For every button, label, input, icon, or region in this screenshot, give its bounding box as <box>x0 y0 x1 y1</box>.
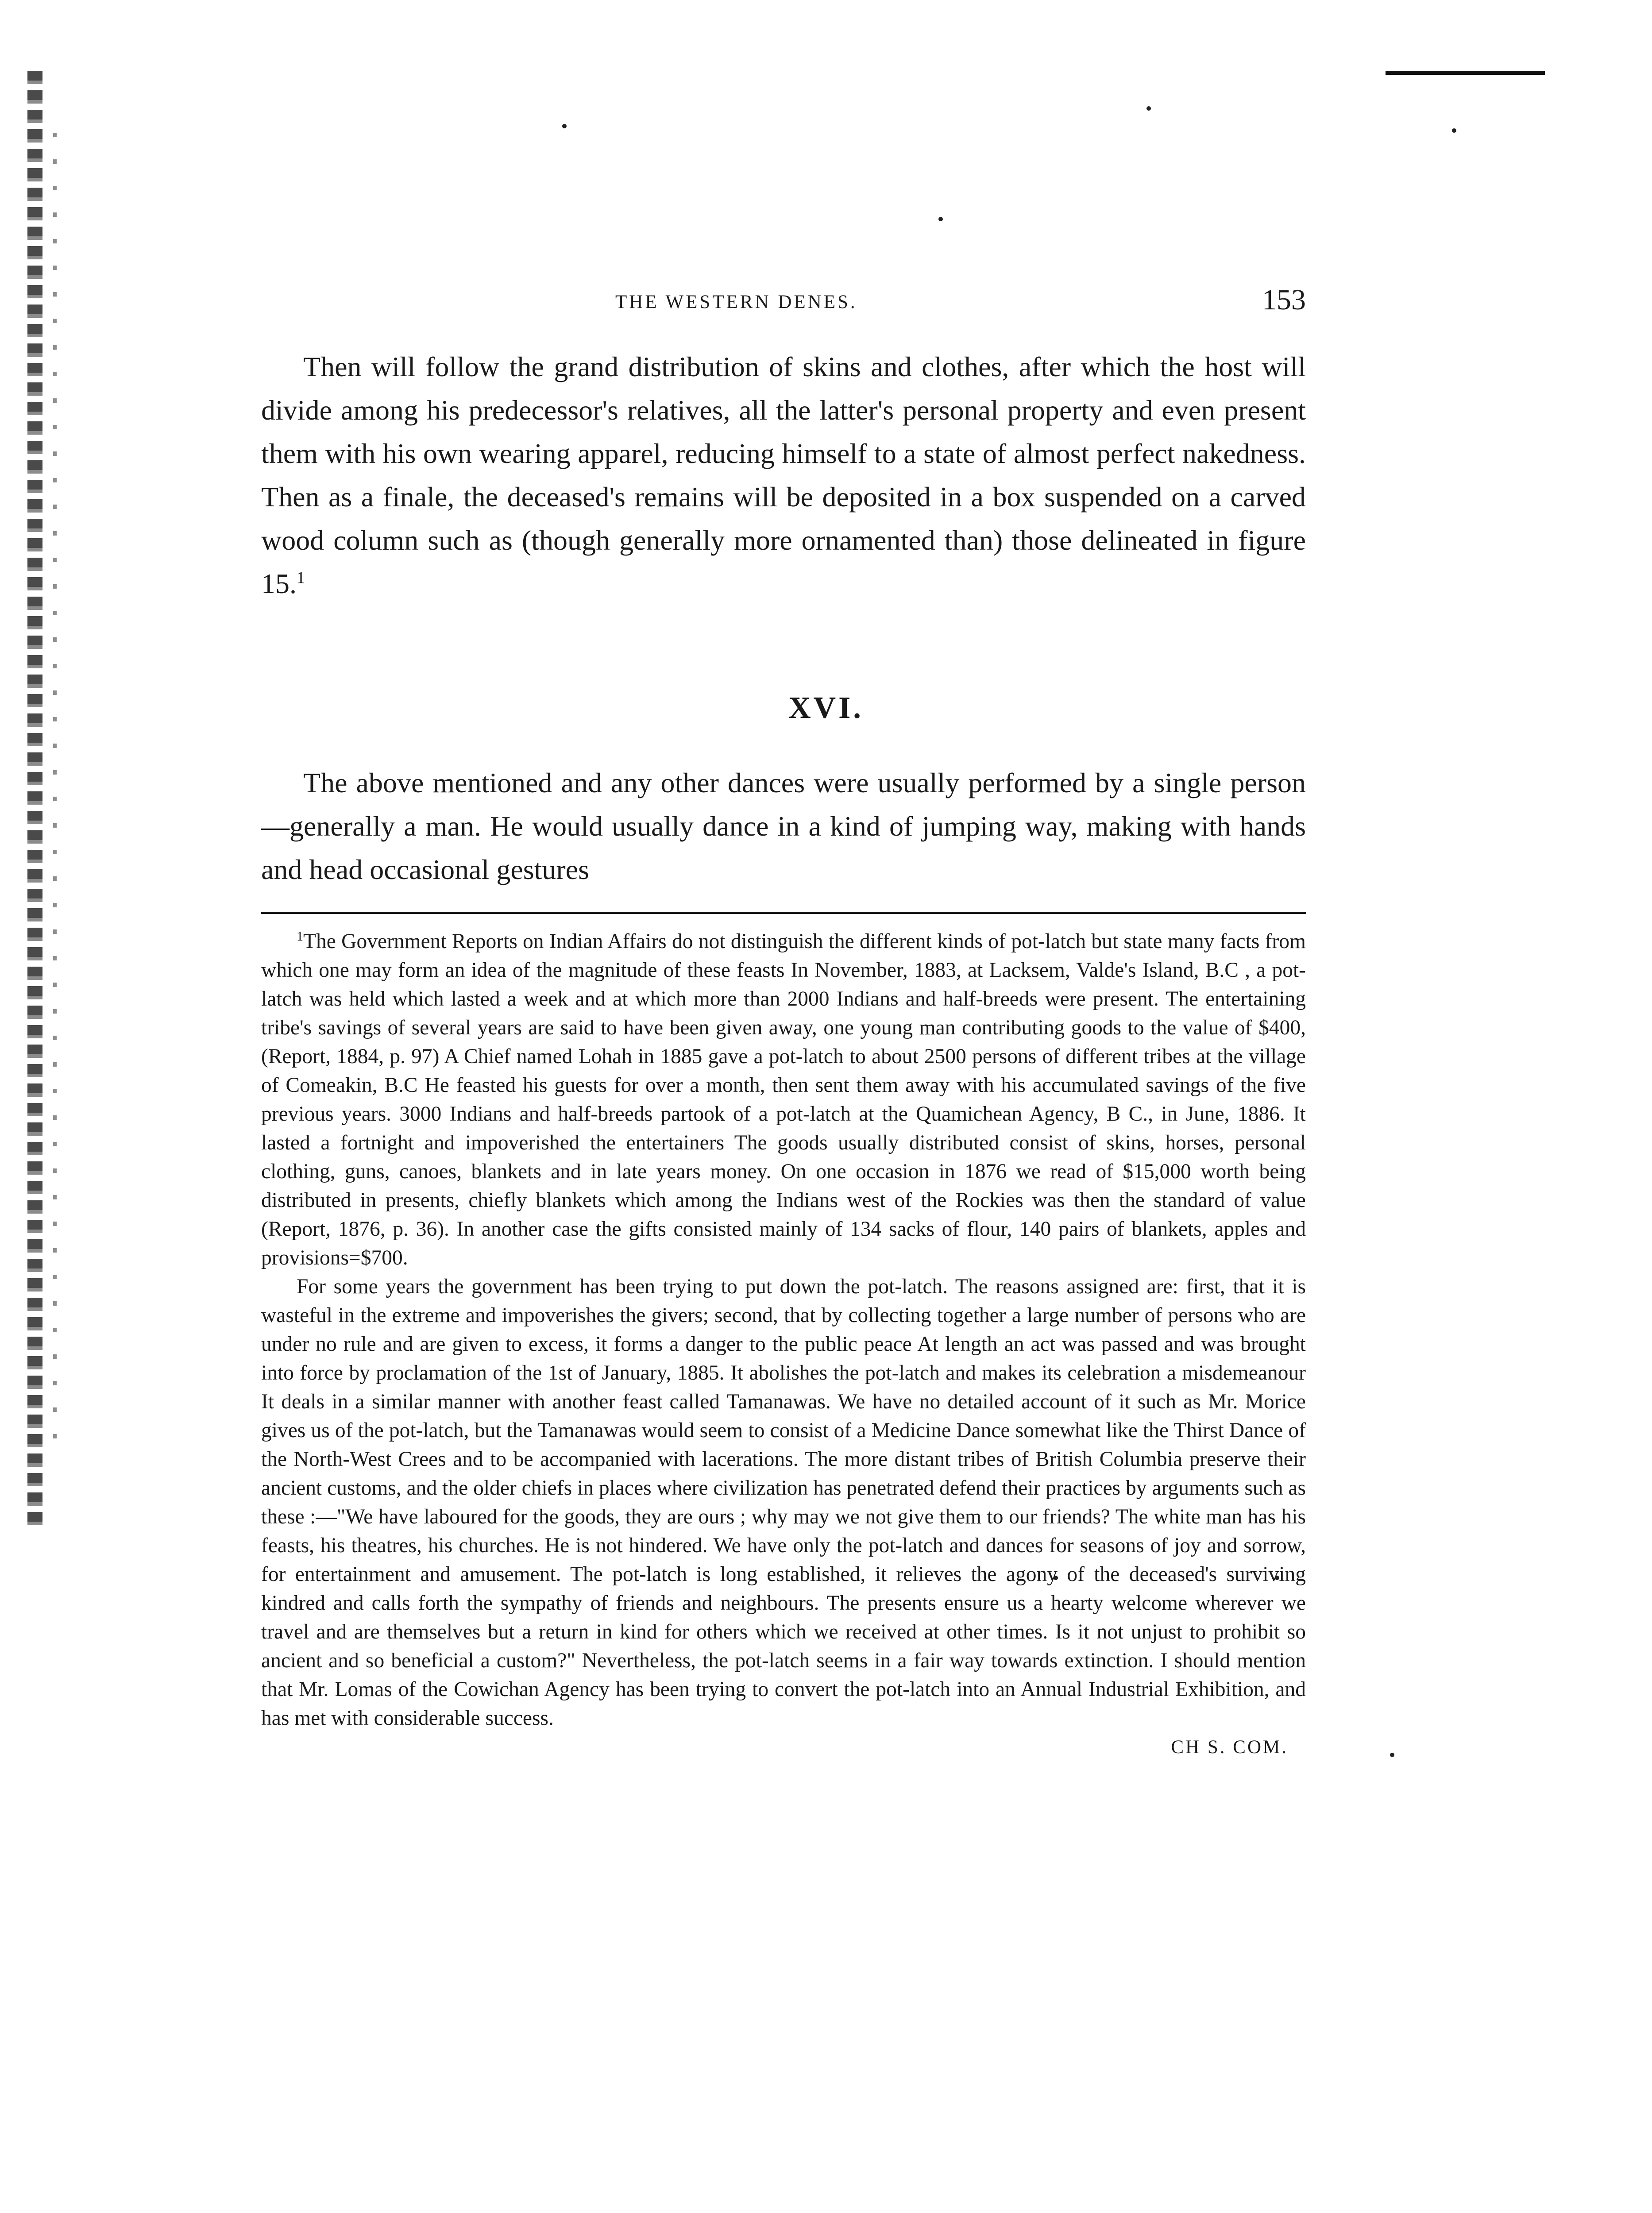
running-head: THE WESTERN DENES. <box>615 292 857 312</box>
scan-speck <box>1452 128 1456 133</box>
scan-speck <box>1390 1753 1394 1757</box>
scan-binding-edge <box>27 71 42 1531</box>
body-paragraph <box>261 345 1306 605</box>
body-paragraph-text: Then will follow the grand distribution of skins and clothes, after which the host will divide among his predecessor's relatives, all the latter's personal property and even present them with his own wearing apparel, reducing himself to a state of almost perfect nakedness. Then as a finale, the deceased's remains will be deposited in a box suspended on a carved wood column such as (though generally more ornamented than) those delineated in figure 15. <box>261 351 1306 599</box>
footnote-paragraph: For some years the government has been trying to put down the pot-latch. The reasons assigned are: first, that it is wasteful in the extreme and impoverishes the givers; second, that by collecting together a large number of persons who are under no rule and are given to excess, it forms a danger to the public peace At length an act was passed and was brought into force by proclamation of the 1st of January, 1885. It abolishes the pot-latch and makes its celebration a misdemeanour It deals in a similar manner with another feast called Tamanawas. We have no detailed account of it such as Mr. Morice gives us of the pot-latch, but the Tamanawas would seem to consist of a Medicine Dance somewhat like the Thirst Dance of the North-West Crees and to be accompanied with lacerations. The more distant tribes of British Columbia preserve their ancient customs, and the older chiefs in places where civilization has penetrated defend their practices by arguments such as these :—"We have laboured for the goods, they are ours ; why may we not give them to our friends? The white man has his feasts, his theatres, his churches. He is not hindered. We have only the pot-latch and dances for seasons of joy and sorrow, for entertainment and amusement. The pot-latch is long established, it relieves the agony of the deceased's surviving kindred and calls forth the sympathy of friends and neighbours. The presents ensure us a hearty welcome wherever we travel and are themselves but a return in kind for others which we received at other times. Is it not unjust to prohibit so ancient and so beneficial a custom?" Nevertheless, the pot-latch seems in a fair way towards extinction. I should mention that Mr. Lomas of the Cowichan Agency has been trying to convert the pot-latch into an Annual Industrial Exhibition, and has met with considerable success. <box>261 1275 1306 1730</box>
footnote-signature: CH S. COM. <box>1171 1737 1288 1758</box>
page-header <box>261 283 1306 323</box>
footnote-divider <box>261 912 1306 914</box>
scan-top-rule <box>1386 71 1545 75</box>
page-number: 153 <box>1262 284 1306 316</box>
footnote-marker: 1 <box>297 929 303 944</box>
scan-speck <box>1146 106 1151 111</box>
scan-speck <box>938 217 943 221</box>
footnote-reference: 1 <box>297 568 305 587</box>
section-heading: XVI. <box>788 691 864 725</box>
footnotes <box>261 927 1306 1762</box>
scan-speck <box>562 124 567 128</box>
scan-binding-shadow <box>53 133 57 1461</box>
footnote-paragraph-text: The Government Reports on Indian Affairs do not distinguish the different kinds of pot-latch but state many facts from which one may form an idea of the magnitude of these feasts In November, 1883, at Lacksem, Valde's Island, B.C , a pot-latch was held which lasted a week and at which more than 2000 Indians and half-breeds were present. The entertaining tribe's savings of several years are said to have been given away, one young man contributing goods to the value of $400, (Report, 1884, p. 97) A Chief named Lohah in 1885 gave a pot-latch to about 2500 persons of different tribes at the village of Comeakin, B.C He feasted his guests for over a month, then sent them away with his accumulated savings of the five previous years. 3000 Indians and half-breeds partook of a pot-latch at the Quamichean Agency, B C., in June, 1886. It lasted a fortnight and impoverished the entertainers The goods usually distributed consist of skins, horses, personal clothing, guns, canoes, blankets and in late years money. On one occasion in 1876 we read of $15,000 worth being distributed in presents, chiefly blankets which among the Indians west of the Rockies was then the standard of value (Report, 1876, p. 36). In another case the gifts consisted mainly of 134 sacks of flour, 140 pairs of blankets, apples and provisions=$700. <box>261 930 1306 1269</box>
section-paragraph: The above mentioned and any other dances were usually performed by a single person—generally a man. He would usually dance in a kind of jumping way, making with hands and head occasional gestures <box>261 767 1306 885</box>
footnote-paragraph <box>261 927 1306 1272</box>
